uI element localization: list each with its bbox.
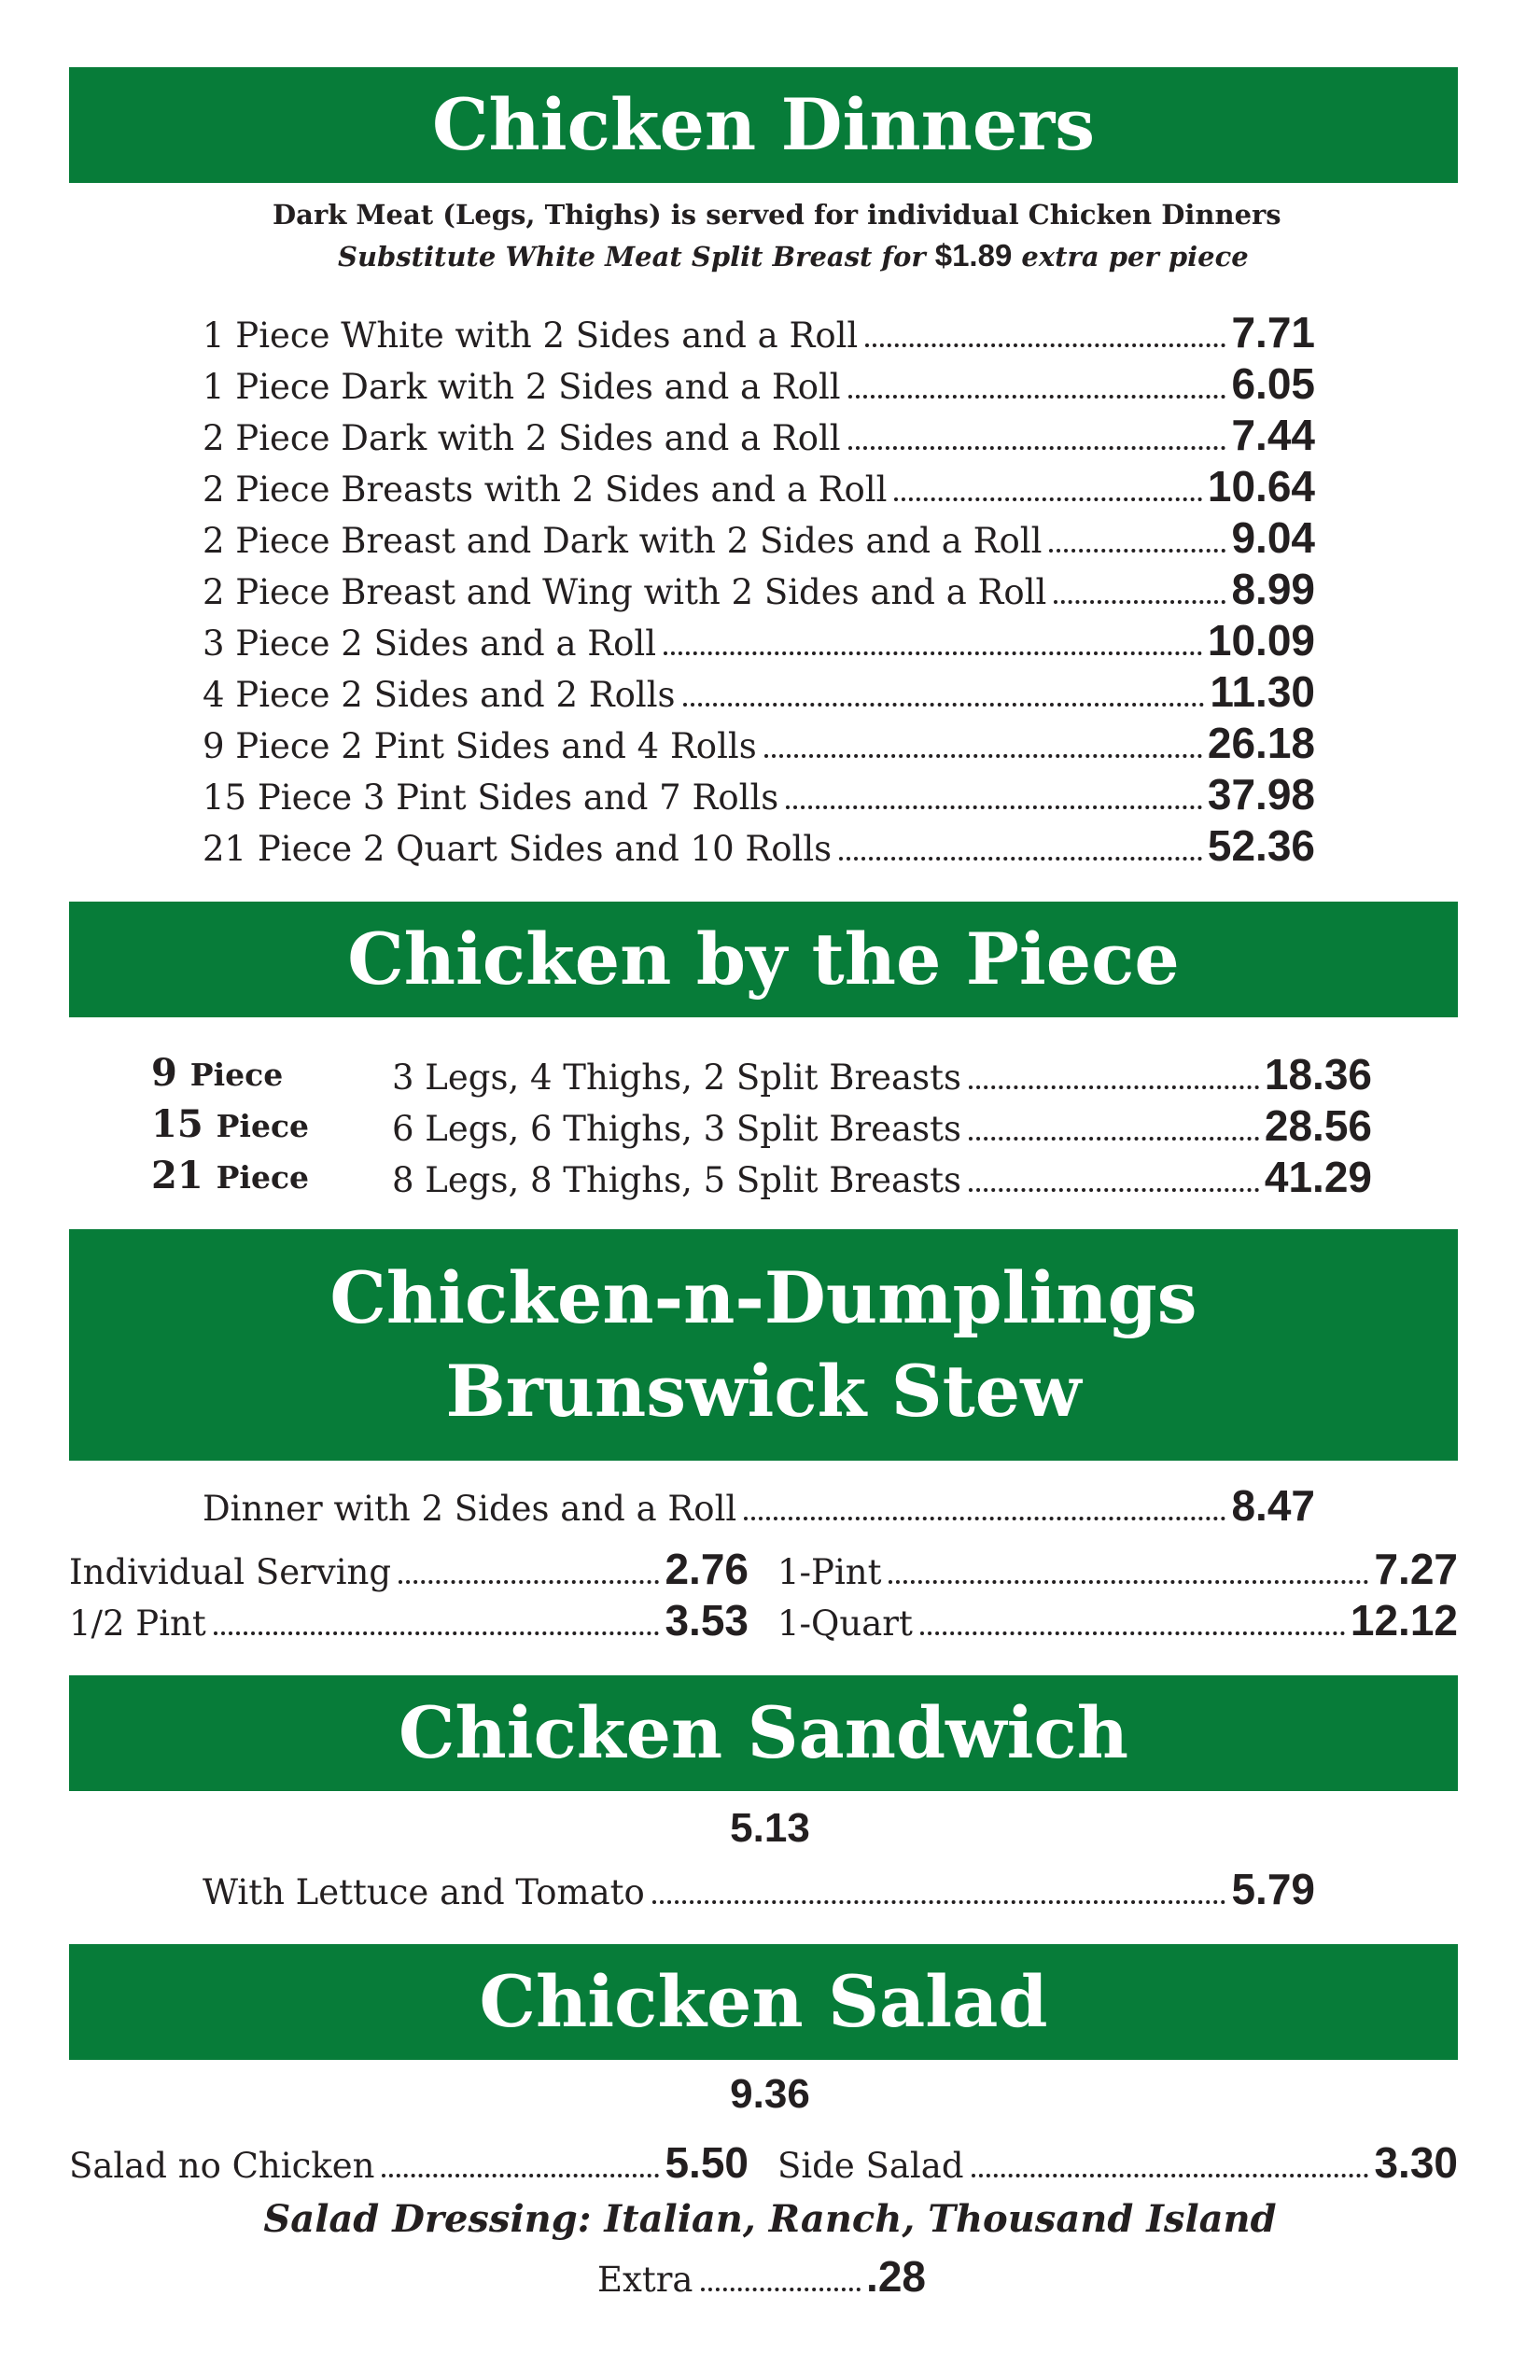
item-price: 10.64 bbox=[1207, 462, 1315, 511]
item-label: 21 Piece 2 Quart Sides and 10 Rolls bbox=[203, 829, 833, 869]
dot-leader bbox=[786, 805, 1202, 809]
dark-meat-note: Dark Meat (Legs, Thighs) is served for individual Chicken Dinners bbox=[273, 199, 1281, 231]
piece-item bbox=[392, 1152, 1372, 1204]
item-label: 2 Piece Breast and Wing with 2 Sides and a Roll bbox=[203, 572, 1047, 612]
item-label: 1-Pint bbox=[777, 1552, 882, 1592]
dumplings-stew-banner bbox=[69, 1229, 1458, 1461]
menu-item bbox=[203, 564, 1315, 616]
item-label: 3 Legs, 4 Thighs, 2 Split Breasts bbox=[392, 1057, 961, 1098]
menu-item bbox=[203, 461, 1315, 513]
dot-leader bbox=[652, 1900, 1226, 1904]
item-price: 8.99 bbox=[1231, 565, 1315, 613]
item-price: 8.47 bbox=[1231, 1481, 1315, 1530]
piece-count: 9 Piece bbox=[151, 1051, 284, 1095]
dot-leader bbox=[1049, 549, 1225, 553]
dot-leader bbox=[889, 1580, 1368, 1584]
menu-item bbox=[203, 1480, 1315, 1533]
section-title: Chicken Sandwich bbox=[399, 1691, 1128, 1774]
chicken-sandwich-banner bbox=[69, 1675, 1458, 1791]
item-price: 3.30 bbox=[1374, 2138, 1458, 2187]
item-label: Dinner with 2 Sides and a Roll bbox=[203, 1489, 737, 1529]
dot-leader bbox=[894, 497, 1201, 501]
dot-leader bbox=[744, 1517, 1225, 1520]
piece-count: 21 Piece bbox=[151, 1154, 310, 1197]
item-price: 5.79 bbox=[1231, 1865, 1315, 1913]
item-label: Individual Serving bbox=[69, 1552, 392, 1592]
chicken-salad-banner bbox=[69, 1944, 1458, 2060]
menu-item bbox=[203, 718, 1315, 770]
section-title: Chicken by the Piece bbox=[347, 917, 1180, 1001]
salad-item bbox=[777, 2137, 1458, 2190]
section-title: Chicken-n-Dumplings bbox=[329, 1256, 1197, 1339]
item-price: 3.53 bbox=[665, 1596, 749, 1645]
dot-leader bbox=[920, 1631, 1345, 1635]
size-item bbox=[777, 1595, 1458, 1647]
dot-leader bbox=[701, 2288, 861, 2291]
size-item bbox=[69, 1595, 749, 1647]
dot-leader bbox=[764, 754, 1202, 758]
section-title: Chicken Salad bbox=[479, 1960, 1048, 2043]
dot-leader bbox=[865, 343, 1225, 347]
dot-leader bbox=[839, 857, 1202, 861]
item-label: 1 Piece Dark with 2 Sides and a Roll bbox=[203, 367, 841, 407]
item-label: With Lettuce and Tomato bbox=[203, 1872, 645, 1912]
item-price: 2.76 bbox=[665, 1545, 749, 1593]
section-title: Chicken Dinners bbox=[431, 83, 1096, 166]
item-label: 1 Piece White with 2 Sides and a Roll bbox=[203, 315, 859, 356]
dot-leader bbox=[399, 1580, 659, 1584]
item-price: 5.50 bbox=[665, 2138, 749, 2187]
extra-item bbox=[597, 2251, 926, 2303]
item-price: 11.30 bbox=[1210, 667, 1315, 716]
item-price: 37.98 bbox=[1207, 770, 1315, 819]
chicken-by-piece-banner bbox=[69, 902, 1458, 1017]
chicken-dinners-banner bbox=[69, 67, 1458, 183]
substitute-note: Substitute White Meat Split Breast for $1.89 extra per piece bbox=[338, 238, 1249, 273]
dot-leader bbox=[382, 2174, 659, 2177]
dot-leader bbox=[848, 395, 1226, 399]
item-price: 7.44 bbox=[1231, 411, 1315, 459]
menu-item bbox=[203, 307, 1315, 359]
piece-count: 15 Piece bbox=[151, 1102, 310, 1146]
menu-item bbox=[203, 512, 1315, 565]
item-price: 52.36 bbox=[1207, 821, 1315, 870]
dot-leader bbox=[683, 703, 1205, 707]
item-price: 12.12 bbox=[1350, 1596, 1458, 1645]
item-price: 10.09 bbox=[1207, 616, 1315, 665]
menu-item bbox=[203, 1864, 1315, 1916]
dot-leader bbox=[969, 1188, 1259, 1192]
menu-item bbox=[203, 769, 1315, 821]
substitute-price: $1.89 bbox=[934, 238, 1013, 273]
item-price: 6.05 bbox=[1231, 359, 1315, 408]
item-price: 41.29 bbox=[1264, 1153, 1372, 1201]
menu-item bbox=[203, 666, 1315, 719]
item-label: 2 Piece Dark with 2 Sides and a Roll bbox=[203, 418, 841, 458]
item-label: 2 Piece Breasts with 2 Sides and a Roll bbox=[203, 469, 888, 510]
piece-item bbox=[392, 1049, 1372, 1101]
item-label: 9 Piece 2 Pint Sides and 4 Rolls bbox=[203, 726, 757, 766]
section-subtitle: Brunswick Stew bbox=[445, 1350, 1082, 1433]
menu-item bbox=[203, 615, 1315, 667]
item-price: .28 bbox=[866, 2252, 926, 2301]
sandwich-price: 5.13 bbox=[730, 1805, 810, 1851]
item-label: 6 Legs, 6 Thighs, 3 Split Breasts bbox=[392, 1109, 961, 1149]
salad-dressing-note: Salad Dressing: Italian, Ranch, Thousand Island bbox=[263, 2197, 1277, 2241]
item-label: Side Salad bbox=[777, 2146, 964, 2186]
item-price: 7.71 bbox=[1231, 308, 1315, 357]
item-label: 1/2 Pint bbox=[69, 1603, 206, 1644]
menu-item bbox=[203, 410, 1315, 462]
item-label: 3 Piece 2 Sides and a Roll bbox=[203, 623, 657, 664]
dot-leader bbox=[214, 1631, 660, 1635]
item-price: 28.56 bbox=[1264, 1101, 1372, 1150]
item-price: 7.27 bbox=[1374, 1545, 1458, 1593]
salad-price: 9.36 bbox=[730, 2071, 810, 2117]
item-label: 4 Piece 2 Sides and 2 Rolls bbox=[203, 675, 676, 715]
item-price: 18.36 bbox=[1264, 1050, 1372, 1099]
item-label: 2 Piece Breast and Dark with 2 Sides and a Roll bbox=[203, 521, 1043, 561]
dot-leader bbox=[1054, 600, 1225, 604]
item-label: 8 Legs, 8 Thighs, 5 Split Breasts bbox=[392, 1160, 961, 1200]
dot-leader bbox=[969, 1137, 1259, 1141]
menu-item bbox=[203, 358, 1315, 411]
dot-leader bbox=[664, 651, 1202, 655]
item-price: 9.04 bbox=[1231, 513, 1315, 562]
piece-item bbox=[392, 1100, 1372, 1153]
item-label: Salad no Chicken bbox=[69, 2146, 375, 2186]
salad-item bbox=[69, 2137, 749, 2190]
dot-leader bbox=[969, 1085, 1259, 1089]
size-item bbox=[69, 1544, 749, 1596]
item-label: 1-Quart bbox=[777, 1603, 913, 1644]
item-label: 15 Piece 3 Pint Sides and 7 Rolls bbox=[203, 777, 779, 818]
item-price: 26.18 bbox=[1207, 719, 1315, 767]
item-label: Extra bbox=[597, 2260, 693, 2300]
dot-leader bbox=[972, 2174, 1369, 2177]
dot-leader bbox=[848, 446, 1226, 450]
menu-item bbox=[203, 820, 1315, 873]
size-item bbox=[777, 1544, 1458, 1596]
